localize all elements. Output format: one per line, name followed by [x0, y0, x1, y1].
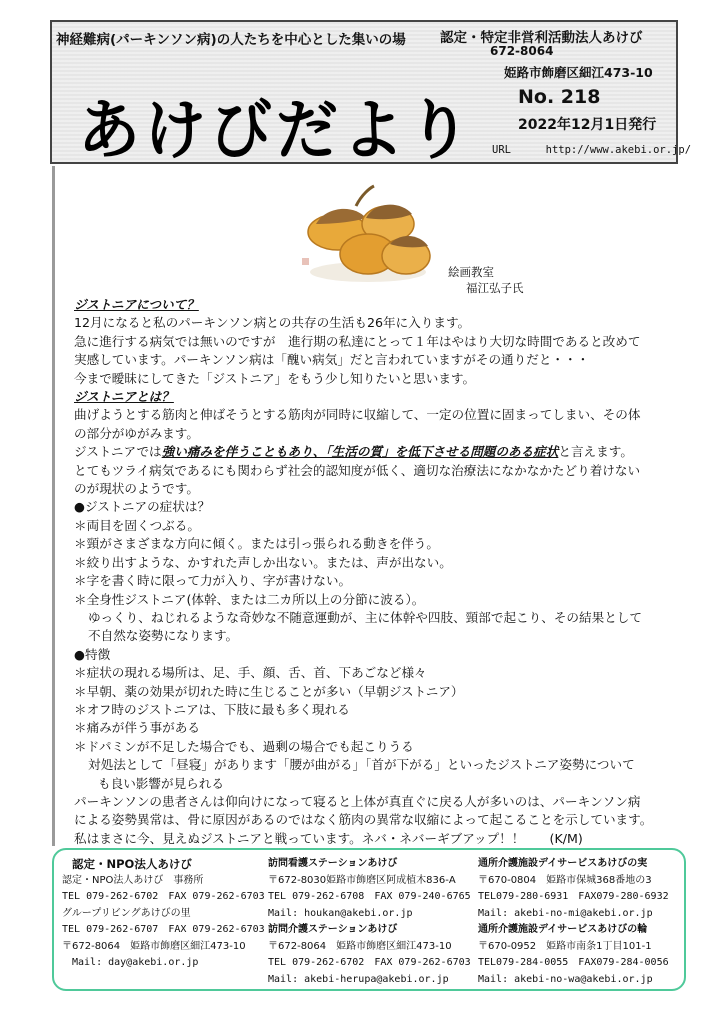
article-line: ●ジストニアの症状は？ — [74, 499, 211, 515]
footer-col-visiting — [268, 856, 476, 988]
emph-post: と言えます。 — [558, 444, 633, 460]
footer-mail-link[interactable]: Mail: akebi-no-wa@akebi.or.jp — [478, 973, 653, 985]
article-line: も良い影響が見られる — [98, 775, 224, 791]
url-row — [492, 144, 691, 156]
postal-code: 672-8064 — [490, 44, 554, 58]
footer-line: TEL 079-262-6702 FAX 079-262-6703 — [62, 891, 265, 902]
article-line: のが現状のようです。 — [74, 481, 199, 497]
section-heading: ジストニアとは？ — [74, 389, 174, 405]
footer-line: 訪問介護ステーションあけび — [268, 924, 398, 935]
article-line: ＊字を書く時に限って力が入り、字が書けない。 — [74, 573, 352, 589]
org-address: 姫路市飾磨区細江473-10 — [504, 65, 653, 80]
article-line: ＊全身性ジストニア(体幹、または二カ所以上の分節に波る）。 — [74, 591, 425, 607]
tagline: 神経難病(パーキンソン病)の人たちを中心とした集いの場 — [56, 32, 406, 48]
emph-text: 強い痛みを伴うこともあり、「生活の質」を低下させる問題のある症状 — [161, 444, 559, 460]
article-line: 今まで曖昧にしてきた「ジストニア」をもう少し知りたいと思います。 — [74, 370, 476, 386]
footer-mail-link[interactable]: Mail: day@akebi.or.jp — [72, 957, 199, 968]
article-body — [74, 296, 684, 848]
footer-col-title: 認定・NPO法人あけび — [72, 857, 192, 871]
footer-line: 〒670-0952 姫路市南条1丁目101-1 — [478, 940, 652, 952]
article-line: 12月になると私のパーキンソン病との共存の生活も26年に入ります。 — [74, 315, 471, 331]
footer-line: TEL 079-262-6702 FAX 079-262-6703 — [268, 957, 471, 968]
masthead — [50, 20, 692, 169]
article-line: ＊症状の現れる場所は、足、手、顔、舌、首、下あごなど様々 — [74, 665, 427, 681]
footer-col-dayservice — [478, 856, 684, 988]
footer-line: TEL079-280-6931 FAX079-280-6932 — [478, 891, 669, 902]
footer-line: 〒672-8030姫路市飾磨区阿成植木836-A — [268, 874, 456, 886]
article-line: ＊オフ時のジストニアは、下肢に最も多く現れる — [74, 701, 350, 717]
article-line: 実感しています。パーキンソン病は「醜い病気」だと言われていますがその通りだと・・・ — [74, 352, 590, 368]
footer-line: 通所介護施設デイサービスあけびの実 — [478, 858, 648, 869]
contact-footer — [52, 848, 686, 991]
newsletter-logo: あけびだより — [78, 91, 475, 169]
footer-line: 認定・NPO法人あけび 事務所 — [62, 874, 204, 886]
side-rule — [52, 166, 55, 846]
url-label: URL — [492, 144, 511, 156]
article-line: 曲げようとする筋肉と伸ばそうとする筋肉が同時に収縮して、一定の位置に固まってしまい、その体 — [74, 407, 641, 423]
art-class-label: 絵画教室 — [448, 265, 494, 279]
article-line: による姿勢異常は、骨に原因があるのではなく筋肉の異常な収縮によって起こることを示しています。 — [74, 812, 653, 828]
artist-name: 福江弘子氏 — [466, 281, 524, 295]
footer-line: TEL079-284-0055 FAX079-284-0056 — [478, 957, 669, 968]
article-emphasis-line — [74, 443, 684, 461]
emph-pre: ジストニアでは — [74, 444, 162, 460]
article-line: ゆっくり、ねじれるような奇妙な不随意運動が、主に体幹や四肢、頸部で起こり、その結果として — [88, 609, 642, 625]
article-line: ＊頸がさまざまな方向に傾く。または引っ張られる動きを伴う。 — [74, 536, 439, 552]
footer-mail-link[interactable]: Mail: akebi-no-mi@akebi.or.jp — [478, 907, 653, 919]
article-line: ＊ドパミンが不足した場合でも、過剰の場合でも起こりうる — [74, 738, 414, 754]
article-line: ＊両目を固くつぶる。 — [74, 517, 200, 533]
footer-mail-link[interactable]: Mail: houkan@akebi.or.jp — [268, 907, 413, 919]
article-line: パーキンソンの患者さんは仰向けになって寝ると上体が真直ぐに戻る人が多いのは、パーキンソン病 — [74, 793, 641, 809]
issue-number: No. 218 — [518, 86, 601, 108]
article-line: とてもツライ病気であるにも関わらず社会的認知度が低く、適切な治療法になかなかたどり着けない — [74, 462, 641, 478]
article-line: 私はまさに今、見えぬジストニアと戦っています。ネバ・ネバーギブアップ！！ (K/M) — [74, 830, 583, 846]
footer-line: 〒672-8064 姫路市飾磨区細江473-10 — [62, 940, 246, 952]
article-line: 対処法として「昼寝」があります「腰が曲がる」「首が下がる」といったジストニア姿勢について — [88, 757, 635, 773]
org-name: 認定・特定非営利活動法人あけび — [440, 30, 643, 46]
section-heading: ジストニアについて？ — [74, 297, 199, 312]
footer-mail-link[interactable]: Mail: akebi-herupa@akebi.or.jp — [268, 973, 449, 985]
footer-col-npo — [62, 856, 265, 972]
acorn-painting-icon — [296, 184, 446, 290]
article-line: ＊絞り出すような、かすれた声しか出ない。または、声が出ない。 — [74, 554, 452, 570]
art-caption — [448, 264, 524, 296]
footer-line: グループリビングあけびの里 — [62, 907, 191, 919]
footer-line: TEL 079-262-6708 FAX 079-240-6765 — [268, 891, 471, 902]
article-line: ＊早朝、薬の効果が切れた時に生じることが多い（早朝ジストニア） — [74, 683, 464, 699]
article-line: ●特徴 — [74, 646, 111, 662]
footer-line: 〒670-0804 姫路市保城368番地の3 — [478, 874, 652, 886]
issue-date: 2022年12月1日発行 — [518, 117, 657, 133]
article-line: 急に進行する病気では無いのですが 進行期の私達にとって１年はやはり大切な時間であると改めて — [74, 333, 641, 349]
footer-line: 通所介護施設デイサービスあけびの輪 — [478, 924, 648, 935]
article-line: ＊痛みが伴う事がある — [74, 720, 200, 736]
article-line: 不自然な姿勢になります。 — [88, 628, 239, 644]
article-line: の部分がゆがみます。 — [74, 425, 199, 441]
footer-line: TEL 079-262-6707 FAX 079-262-6703 — [62, 924, 265, 935]
footer-line: 訪問看護ステーションあけび — [268, 858, 398, 869]
website-link[interactable]: http://www.akebi.or.jp/ — [545, 144, 692, 156]
footer-line: 〒672-8064 姫路市飾磨区細江473-10 — [268, 940, 452, 952]
